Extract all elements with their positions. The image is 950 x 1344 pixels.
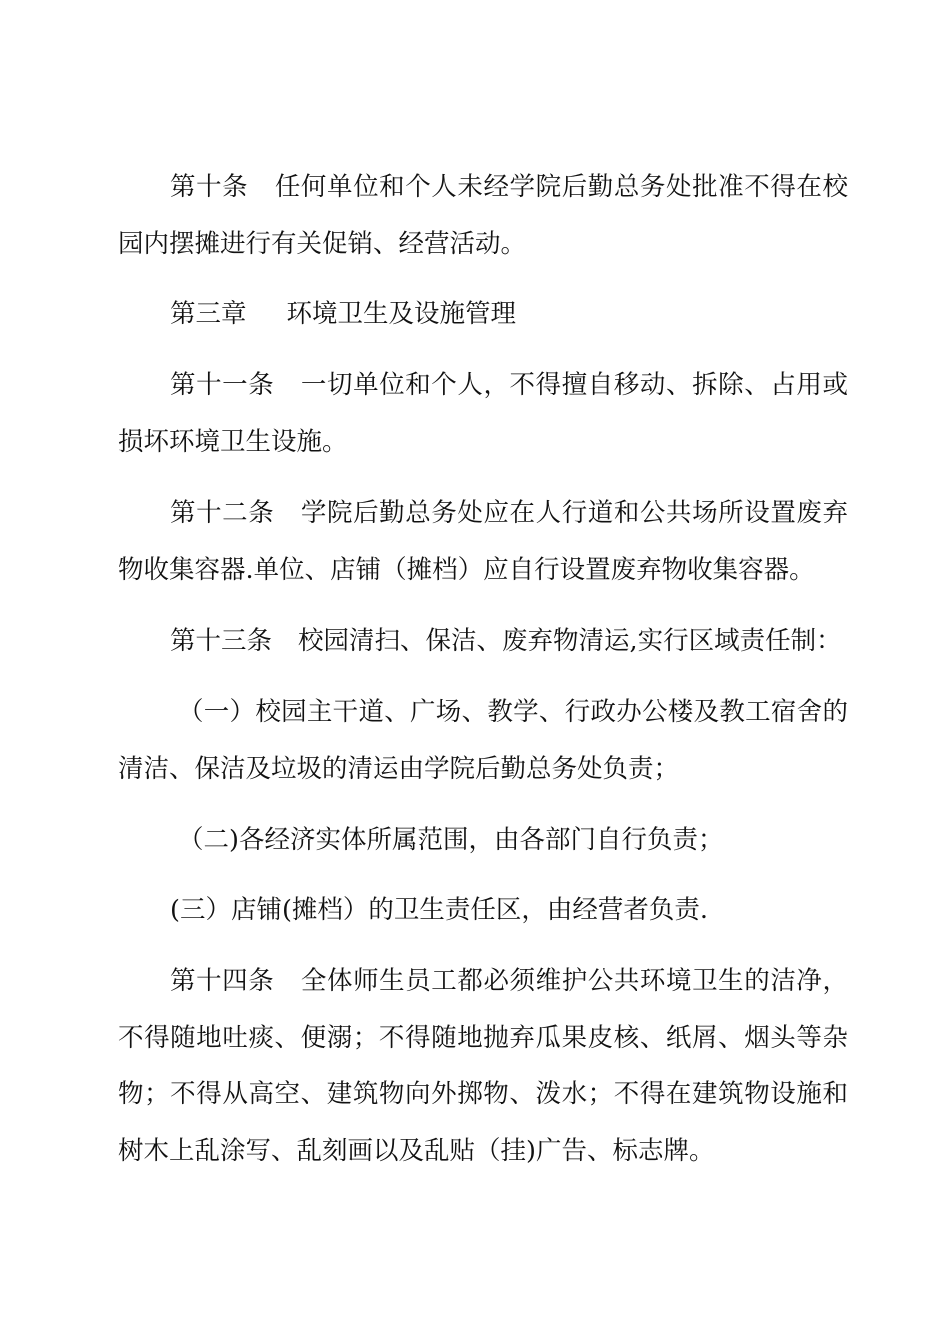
article-13-item-2: （二)各经济实体所属范围，由各部门自行负责； [178, 825, 724, 855]
article-14-line-1 [170, 964, 848, 998]
article-10-heading: 第十条 [170, 172, 249, 202]
article-12-line-2: 物收集容器.单位、店铺（摊档）应自行设置废弃物收集容器。 [118, 555, 815, 585]
article-14-text: 全体师生员工都必须维护公共环境卫生的洁净， [300, 966, 848, 996]
article-13-item-3: (三）店铺(摊档）的卫生责任区，由经营者负责. [170, 895, 709, 925]
article-13-item-1-line-2: 清洁、保洁及垃圾的清运由学院后勤总务处负责； [118, 754, 680, 784]
article-12-text: 学院后勤总务处应在人行道和公共场所设置废弃 [300, 498, 848, 528]
article-11-line-1 [170, 368, 848, 402]
article-14-heading: 第十四条 [170, 966, 275, 996]
article-14-line-2: 不得随地吐痰、便溺；不得随地抛弃瓜果皮核、纸屑、烟头等杂 [118, 1023, 848, 1053]
article-10-line-2: 园内摆摊进行有关促销、经营活动。 [118, 229, 527, 259]
chapter-3-heading [170, 297, 848, 331]
chapter-3-number: 第三章 [170, 299, 247, 329]
chapter-3-title: 环境卫生及设施管理 [286, 299, 517, 329]
article-12-heading: 第十二条 [170, 498, 275, 528]
article-13-item-1-line-1: （一）校园主干道、广场、教学、行政办公楼及教工宿舍的 [178, 697, 848, 727]
article-10-text: 任何单位和个人未经学院后勤总务处批准不得在校 [274, 172, 848, 202]
article-14-line-4: 树木上乱涂写、乱刻画以及乱贴（挂)广告、标志牌。 [118, 1136, 715, 1166]
article-13-text: 校园清扫、保洁、废弃物清运,实行区域责任制： [298, 626, 842, 656]
article-11-line-2: 损坏环境卫生设施。 [118, 427, 348, 457]
article-10-line-1 [170, 170, 848, 204]
article-14-line-3: 物；不得从高空、建筑物向外掷物、泼水；不得在建筑物设施和 [118, 1079, 848, 1109]
article-11-heading: 第十一条 [170, 370, 275, 400]
article-12-line-1 [170, 496, 848, 530]
article-13-line-1 [170, 624, 848, 658]
article-11-text: 一切单位和个人，不得擅自移动、拆除、占用或 [300, 370, 848, 400]
article-13-heading: 第十三条 [170, 626, 273, 656]
